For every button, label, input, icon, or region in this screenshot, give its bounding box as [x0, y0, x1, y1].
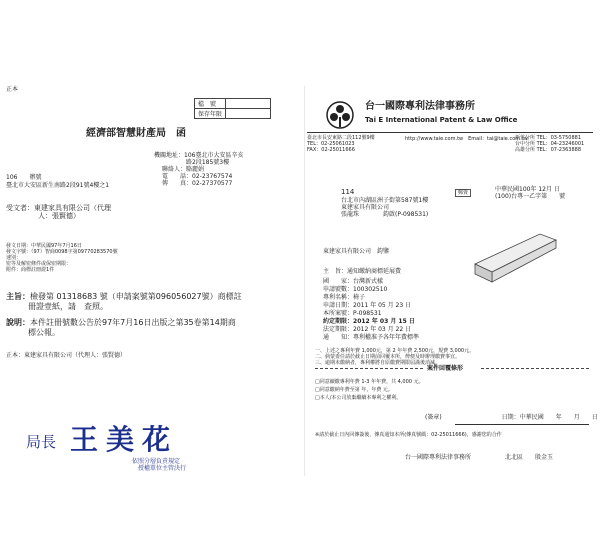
footer-signer: 北北區 殷金玉 — [505, 454, 554, 461]
header-info-right: 新竹分所 TEL：03-5750881 台中分所 TEL：04-23246001 高雄分所 TEL：07-2363888 — [515, 135, 585, 153]
firm-name-cn: 台一國際專利法律事務所 — [365, 101, 475, 112]
header-info-mid: http://www.taie.com.tw Email：tai@taie.com.tw — [405, 136, 528, 142]
option-abandon[interactable]: □本人/本公司放棄繼續本專利之權利。 — [315, 395, 402, 401]
firm-logo-icon — [325, 100, 355, 130]
patent-firm-notice — [304, 86, 597, 476]
authorization-stamp: 依照分層負責規定 授權單位主管決行 — [132, 458, 187, 472]
director-name: 王美花 — [70, 423, 179, 456]
firm-name-en: Tai E International Patent & Law Office — [365, 116, 518, 124]
archive-label: 檔 號 — [195, 99, 226, 109]
reply-slip-title: 案件回覆條形 — [427, 365, 464, 372]
notice-notes: 一、上述之專利年費 1,000元，第 2 年年費 2,500元，規費 3,000元。 二、倘蒙委任請於截止日期前回覆本所，俾便及時辦理繳費事宜。 三、逾期未繳納者，專利權將自原繳費期限屆滿後消滅。 — [315, 348, 475, 366]
contact-block: 機關地址：106臺北市大安區辛亥 路2段185號3樓 聯絡人：駱麗娟 電 話：02-23767574 傳 真：02-27370577 — [154, 152, 244, 187]
archive-box — [194, 98, 271, 119]
address-block: 台北市內湖區洲子街第587號1樓 東建家具有限公司 張龍珠 鈞啟(P-098531) — [341, 197, 429, 218]
chair-illustration-icon — [470, 226, 560, 286]
description: 說明：本件註冊號數公告於97年7月16日出版之第35卷第14期商 標公報。 — [6, 318, 236, 337]
notice-fields: 國 家：台灣新式樣 申請號數：100302510 專利名稱：椅子 申請日期：2011 年 05 月 23 日 本所案號：P-098531 約定期限：2012 年 03 月 15 日 法定期限：2012 年 03 月 22 日 通 知：專利權准予各年年費標準 — [323, 278, 420, 341]
reply-options — [315, 378, 424, 402]
recipient: 受文者：東建家具有限公司（代理 人：張賢德） — [6, 204, 111, 220]
option-pay-to-year[interactable]: □同意繳納年費至第 年，年費 元。 — [315, 387, 393, 393]
postage-box: 郵資 — [455, 189, 471, 197]
copy-type-label: 正本 — [6, 86, 19, 93]
footer-note: ※請於截止日內回傳簽後，傳真通知本所(傳真號碼：02-25011666)，感謝您的合作 — [315, 432, 502, 438]
date-block: 中華民國100年 12月 日 (100)台專一乙字第 號 — [495, 186, 566, 200]
postal-code: 114 — [341, 188, 355, 196]
footer-firm: 台一國際專利法律事務所 — [405, 454, 472, 461]
addressee: 東建家具有限公司 鈞鑒 — [323, 248, 390, 255]
postal-line: 106 辦號 — [6, 174, 42, 181]
ministry-letter — [4, 86, 294, 481]
option-renew[interactable]: □同意續繳專利年費 1-3 年年費，共 4,000 元。 — [315, 379, 424, 385]
ministry-title: 經濟部智慧財產局 函 — [86, 128, 186, 139]
header-info-left: 臺北市長安東路二段112號9樓 TEL：02-25061023 FAX：02-25011666 — [307, 135, 375, 153]
signature-line: (簽章) 日期：中華民國 年 月 日 — [425, 414, 598, 421]
meta-block: 發文日期：中華民國97年7月16日 發文字號：（97）智商0098字第09770283570號 速別： 密等及解密條件或保密期限： 附件：商標註冊證1件 — [6, 243, 118, 273]
address-line: 臺北市大安區新生南路2段91號4樓之1 — [6, 182, 110, 189]
cc-line: 正本：東建家具有限公司（代理人：張賢德） — [6, 352, 127, 359]
notice-subject: 主 旨：通知繳納商標延展費 — [323, 268, 402, 275]
retention-label: 保存年限 — [195, 109, 226, 119]
director-label: 局長 — [26, 433, 57, 451]
subject: 主旨：檢發第 01318683 號（申請案號第096056027號）商標註 冊證壹紙，請 查照。 — [6, 292, 242, 311]
